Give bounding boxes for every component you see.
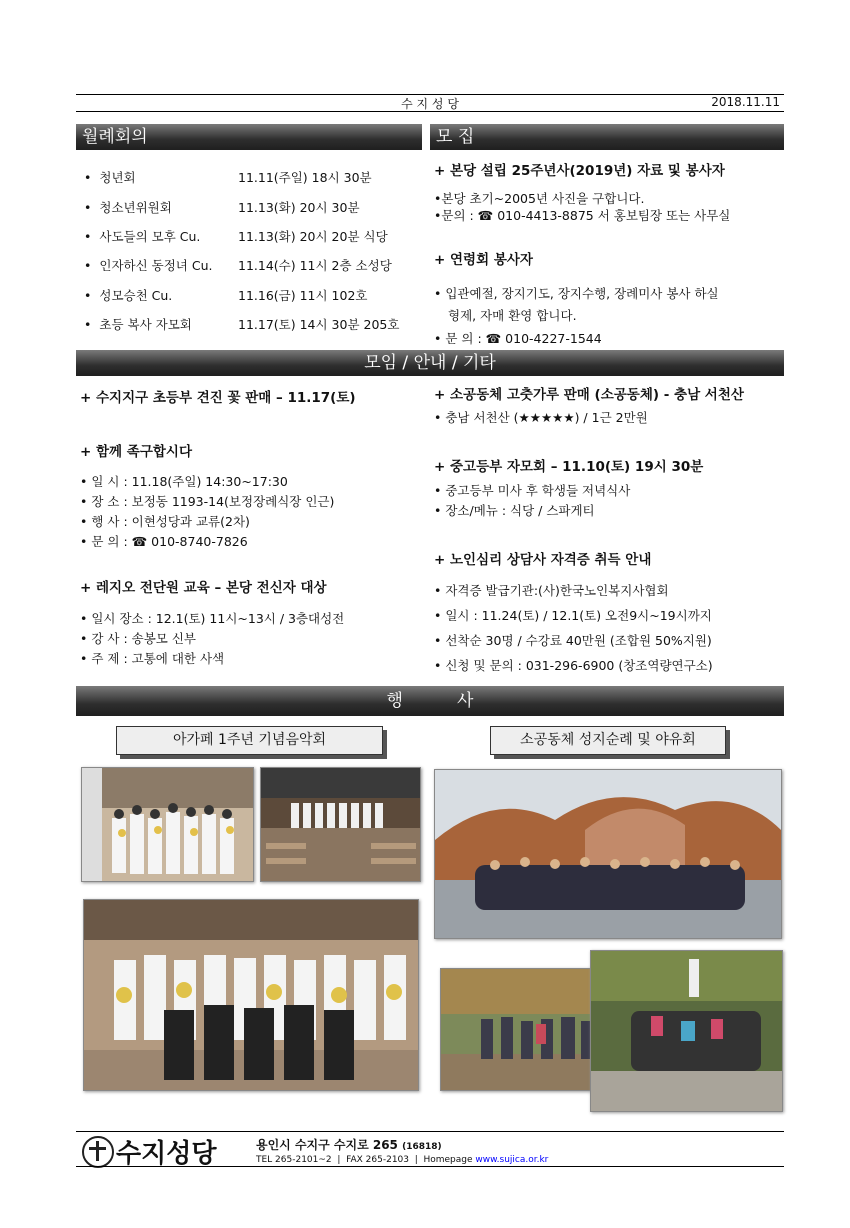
church-logo-icon [82, 1136, 114, 1168]
concert-photo-group [83, 899, 419, 1091]
list-item: • 청년회 [84, 168, 136, 186]
recruit-line-5: • 문 의 : ☎ 010-4227-1544 [434, 331, 602, 346]
notice-title: 모임 / 안내 / 기타 [364, 353, 496, 373]
list-item: • 신청 및 문의 : 031-296-6900 (창조역량연구소) [434, 658, 713, 673]
recruit-heading-1: + 본당 설립 25주년사(2019년) 자료 및 봉사자 [434, 163, 725, 179]
list-item-time: 11.11(주일) 18시 30분 [238, 170, 372, 185]
list-item-time: 11.13(화) 20시 20분 식당 [238, 229, 388, 244]
list-item: • 주 제 : 고통에 대한 사색 [80, 651, 225, 666]
events-title: 행 사 [386, 691, 474, 711]
notice-right-heading-3: + 노인심리 상담사 자격증 취득 안내 [434, 552, 652, 568]
notice-left-heading-1: + 수지지구 초등부 견진 꽃 판매 – 11.17(토) [80, 390, 356, 406]
footer-top-rule [76, 1131, 784, 1132]
footer-contact [256, 1155, 548, 1165]
event-label-pilgrimage: 소공동체 성지순례 및 야유회 [490, 726, 726, 755]
list-item-time: 11.14(수) 11시 2층 소성당 [238, 258, 392, 273]
notice-bar [76, 350, 784, 376]
concert-photo-hall [260, 767, 421, 882]
pilgrimage-photo-shrine-image [591, 951, 782, 1111]
concert-photo-group-image [84, 900, 418, 1090]
notice-right-list-2 [434, 481, 630, 521]
pilgrimage-photo-group-image [435, 770, 781, 938]
header-title: 수 지 성 당 [401, 97, 459, 111]
header-date: 2018.11.11 [711, 95, 780, 109]
pilgrimage-photo-shrine [590, 950, 783, 1112]
footer-homepage-link[interactable]: www.sujica.or.kr [475, 1155, 549, 1165]
notice-left-list-2 [80, 472, 334, 552]
monthly-meeting-title: 월례회의 [82, 127, 148, 147]
list-item: • 행 사 : 이현성당과 교류(2차) [80, 514, 250, 529]
pilgrimage-photo-group [434, 769, 782, 939]
event-label-concert: 아가페 1주년 기념음악회 [116, 726, 383, 755]
notice-left-heading-3: + 레지오 전단원 교육 – 본당 전신자 대상 [80, 580, 327, 596]
cross-vertical [96, 1141, 99, 1161]
list-item: • 청소년위원회 [84, 198, 172, 216]
list-item: • 중고등부 미사 후 학생들 저녁식사 [434, 483, 631, 498]
concert-photo-choir [81, 767, 254, 882]
list-item: • 초등 복사 자모회 [84, 315, 192, 333]
recruit-heading-2: + 연령회 봉사자 [434, 252, 533, 268]
notice-left-list-3 [80, 609, 344, 669]
list-item-time: 11.17(토) 14시 30분 205호 [238, 317, 400, 332]
footer-address [256, 1136, 442, 1153]
list-item: • 일시 장소 : 12.1(토) 11시~13시 / 3층대성전 [80, 611, 345, 626]
footer-address-text: 용인시 수지구 수지로 265 [256, 1138, 398, 1152]
list-item: • 일시 : 11.24(토) / 12.1(토) 오전9시~19시까지 [434, 608, 712, 623]
list-item: • 충남 서천산 (★★★★★) / 1근 2만원 [434, 410, 648, 425]
footer-logo-text: 수지성당 [116, 1139, 217, 1169]
recruit-line-3: • 입관예절, 장지기도, 장지수행, 장례미사 봉사 하실 [434, 286, 719, 301]
notice-right-heading-1: + 소공동체 고춧가루 판매 (소공동체) - 충남 서천산 [434, 387, 744, 403]
list-item-time: 11.13(화) 20시 30분 [238, 200, 360, 215]
list-item: • 문 의 : ☎ 010-8740-7826 [80, 534, 248, 549]
list-item-time: 11.16(금) 11시 102호 [238, 288, 368, 303]
notice-left-heading-2: + 함께 족구합시다 [80, 444, 192, 460]
header-bottom-rule [76, 111, 784, 112]
recruit-line-2: •문의 : ☎ 010-4413-8875 서 홍보팀장 또는 사무실 [434, 208, 731, 223]
list-item: • 사도들의 모후 Cu. [84, 227, 200, 245]
recruit-bar [430, 124, 784, 150]
recruit-line-1: •본당 초기~2005년 사진을 구합니다. [434, 191, 645, 206]
list-item: • 인자하신 동정녀 Cu. [84, 256, 212, 274]
events-bar [76, 686, 784, 716]
list-item: • 일 시 : 11.18(주일) 14:30~17:30 [80, 474, 288, 489]
notice-right-list-3 [434, 578, 713, 678]
concert-photo-hall-image [261, 768, 420, 881]
footer-bottom-rule [76, 1166, 784, 1167]
list-item: • 강 사 : 송봉모 신부 [80, 631, 196, 646]
recruit-line-4: 형제, 자매 환영 합니다. [448, 308, 577, 323]
notice-right-heading-2: + 중고등부 자모회 – 11.10(토) 19시 30분 [434, 459, 704, 475]
cross-horizontal [89, 1147, 106, 1150]
monthly-meeting-bar [76, 124, 422, 150]
list-item: • 장소/메뉴 : 식당 / 스파게티 [434, 503, 595, 518]
list-item: • 성모승천 Cu. [84, 286, 172, 304]
list-item: • 장 소 : 보정동 1193-14(보정장례식장 인근) [80, 494, 335, 509]
footer-zip: (16818) [402, 1142, 442, 1152]
footer-contact-text: TEL 265-2101~2 | FAX 265-2103 | Homepage [256, 1155, 476, 1165]
concert-photo-choir-image [82, 768, 253, 881]
header [76, 95, 784, 110]
list-item: • 선착순 30명 / 수강료 40만원 (조합원 50%지원) [434, 633, 712, 648]
list-item: • 자격증 발급기관:(사)한국노인복지사협회 [434, 583, 669, 598]
recruit-title: 모 집 [436, 127, 475, 147]
